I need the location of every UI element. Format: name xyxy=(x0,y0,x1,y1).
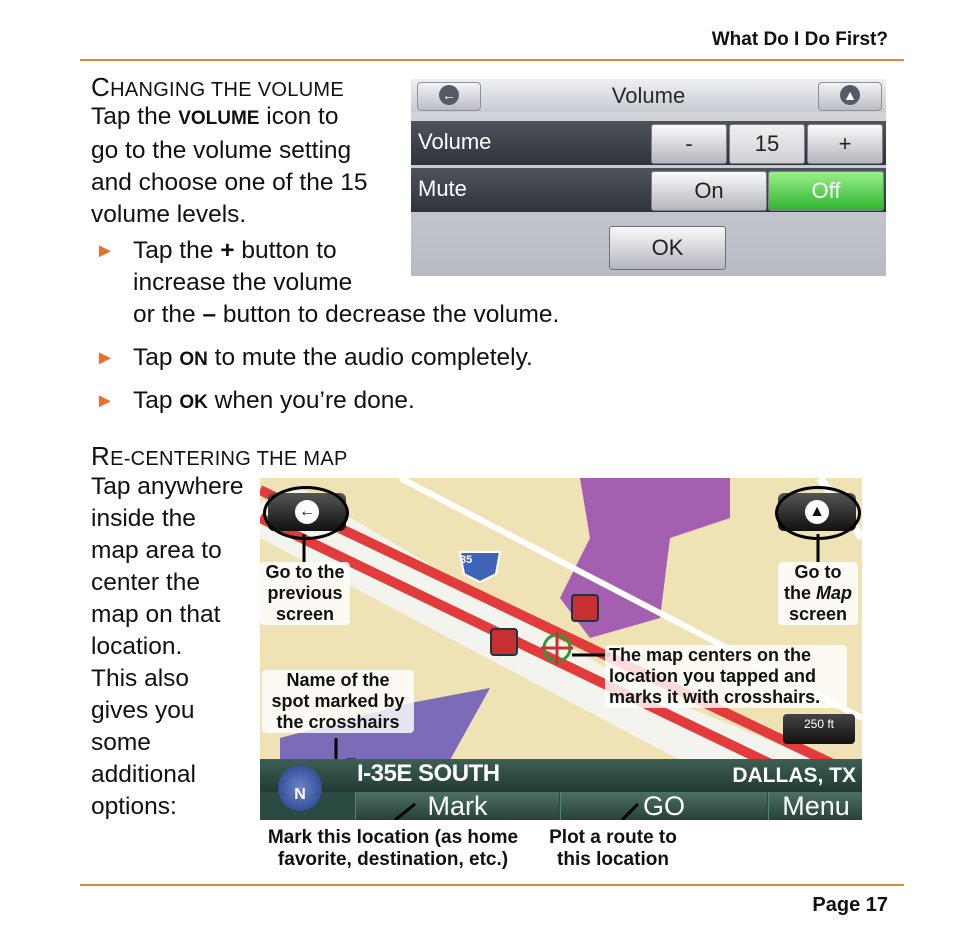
map-nav-bar xyxy=(260,759,862,820)
callout-back: Go to the previous screen xyxy=(260,562,350,625)
callout-map: Go to the Map screen xyxy=(778,562,858,625)
mark-caption: Mark this location (as home favorite, destination, etc.) xyxy=(267,827,519,870)
navigation-arrow-icon: ▲ xyxy=(805,500,829,524)
volume-minus-button[interactable]: - xyxy=(651,124,727,164)
volume-intro: Tap the VOLUME icon to go to the volume setting and choose one of the 15 volume levels. xyxy=(91,103,368,228)
page-header-title: What Do I Do First? xyxy=(711,29,888,50)
compass-icon[interactable]: N xyxy=(278,765,322,811)
page-number: Page 17 xyxy=(812,894,888,916)
bullet-arrow-icon: ► xyxy=(95,390,115,412)
mark-button[interactable]: Mark xyxy=(355,792,559,820)
mute-off-button[interactable]: Off xyxy=(768,171,884,211)
city-name: DALLAS, TX xyxy=(732,764,856,787)
road-name: I-35E SOUTH xyxy=(357,760,500,787)
map-highlight-circle xyxy=(775,486,861,540)
poi-marker xyxy=(491,629,517,655)
mute-row xyxy=(411,168,886,212)
ok-button[interactable]: OK xyxy=(609,226,726,270)
volume-value: 15 xyxy=(729,124,805,164)
map-screen[interactable] xyxy=(260,478,862,820)
volume-dialog-title: Volume xyxy=(611,83,686,108)
back-arrow-icon: ← xyxy=(295,500,319,524)
menu-button[interactable]: Menu xyxy=(768,792,862,820)
mute-label: Mute xyxy=(418,176,467,201)
footer-rule xyxy=(80,884,904,886)
back-arrow-icon: ← xyxy=(439,85,459,105)
header-rule xyxy=(80,59,904,61)
volume-label: Volume xyxy=(418,129,492,154)
poi-marker xyxy=(572,595,598,621)
bullet-arrow-icon: ► xyxy=(95,347,115,369)
volume-dialog xyxy=(411,79,886,276)
volume-plus-button[interactable]: + xyxy=(807,124,883,164)
recenter-body: Tap anywhere inside the map area to center the map on that location. This also gives you some additional options: xyxy=(91,473,244,820)
navigation-arrow-icon: ▲ xyxy=(840,85,860,105)
mute-on-button[interactable]: On xyxy=(651,171,767,211)
bullet-ok: ► Tap OK when you’re done. xyxy=(133,385,415,419)
go-caption: Plot a route to this location xyxy=(549,827,677,870)
interstate-shield-number: 35 xyxy=(460,554,473,566)
volume-row xyxy=(411,121,886,165)
map-button[interactable] xyxy=(818,82,882,111)
callout-crosshairs: The map centers on the location you tapped and marks it with crosshairs. xyxy=(605,645,847,708)
go-button[interactable]: GO xyxy=(560,792,767,820)
back-highlight-circle xyxy=(263,486,349,540)
map-info-bar xyxy=(260,759,862,792)
volume-heading: CHANGING THE VOLUME xyxy=(91,72,345,102)
bullet-arrow-icon: ► xyxy=(95,240,115,262)
map-scale: 250 ft xyxy=(783,714,855,744)
bullet-on: ► Tap ON to mute the audio completely. xyxy=(133,342,533,376)
volume-dialog-titlebar xyxy=(411,79,886,112)
bullet-plus-minus: ► Tap the + button to increase the volume or the – button to decrease the volume. xyxy=(95,237,560,328)
recenter-heading: RE-CENTERING THE MAP xyxy=(91,441,348,471)
callout-name: Name of the spot marked by the crosshairs xyxy=(262,670,414,733)
